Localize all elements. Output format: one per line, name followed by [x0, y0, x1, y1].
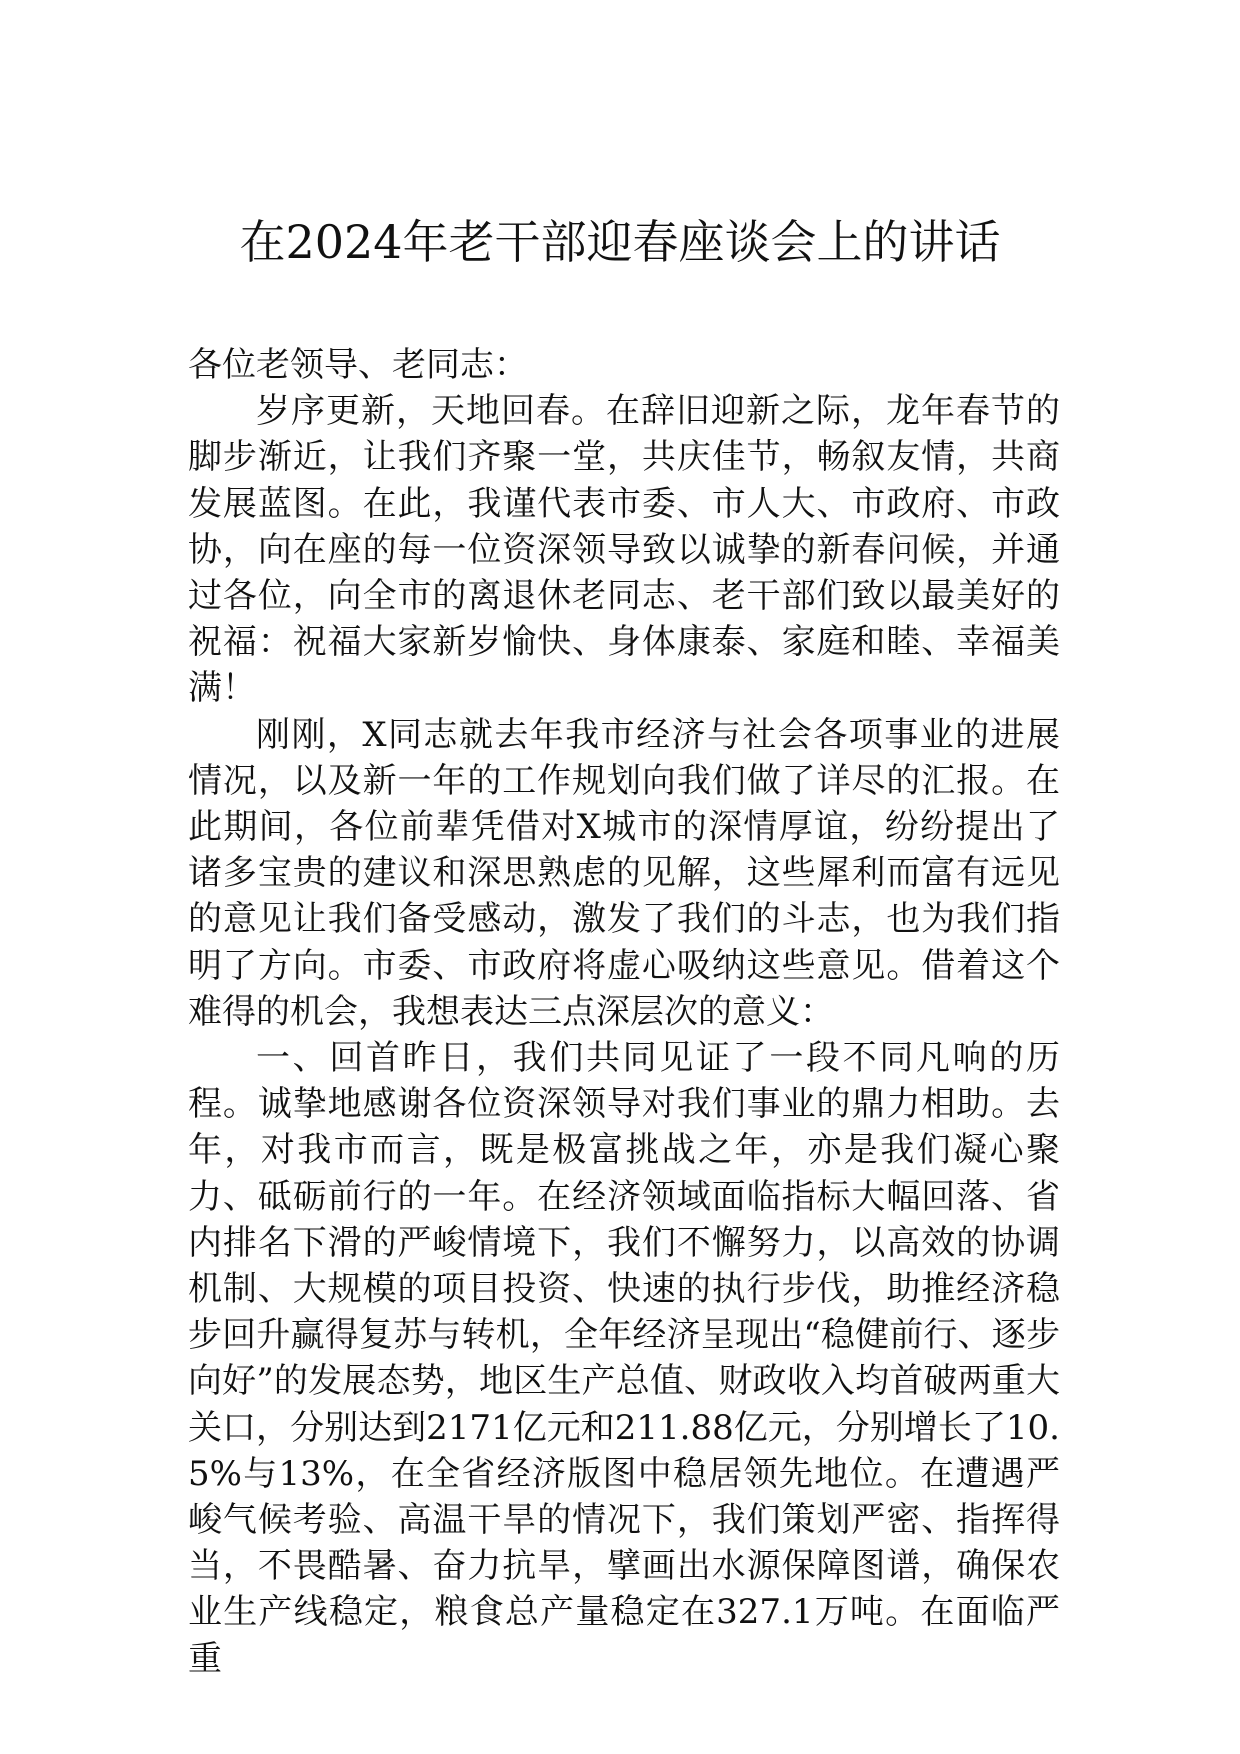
paragraph-1: 岁序更新，天地回春。在辞旧迎新之际，龙年春节的脚步渐近，让我们齐聚一堂，共庆佳节，畅叙友情，共商发展蓝图。在此，我谨代表市委、市人大、市政府、市政协，向在座的每一位资深领导致以诚挚的新春问候，并通过各位，向全市的离退休老同志、老干部们致以最美好的祝福：祝福大家新岁愉快、身体康泰、家庭和睦、幸福美满！ [188, 391, 1060, 709]
paragraph-2: 刚刚，X同志就去年我市经济与社会各项事业的进展情况，以及新一年的工作规划向我们做了详尽的汇报。在此期间，各位前辈凭借对X城市的深情厚谊，纷纷提出了诸多宝贵的建议和深思熟虑的见解，这些犀利而富有远见的意见让我们备受感动，激发了我们的斗志，也为我们指明了方向。市委、市政府将虚心吸纳这些意见。借着这个难得的机会，我想表达三点深层次的意义： [188, 714, 1060, 1032]
salutation: 各位老领导、老同志： [188, 345, 528, 385]
document-body [188, 342, 1060, 1682]
document-title: 在2024年老干部迎春座谈会上的讲话 [239, 215, 1001, 269]
paragraph-3: 一、回首昨日，我们共同见证了一段不同凡响的历程。诚挚地感谢各位资深领导对我们事业的鼎力相助。去年，对我市而言，既是极富挑战之年，亦是我们凝心聚力、砥砺前行的一年。在经济领域面临指标大幅回落、省内排名下滑的严峻情境下，我们不懈努力，以高效的协调机制、大规模的项目投资、快速的执行步伐，助推经济稳步回升赢得复苏与转机，全年经济呈现出“稳健前行、逐步向好”的发展态势，地区生产总值、财政收入均首破两重大关口，分别达到2171亿元和211.88亿元，分别增长了10.5%与13%，在全省经济版图中稳居领先地位。在遭遇严峻气候考验、高温干旱的情况下，我们策划严密、指挥得当，不畏酷暑、奋力抗旱，擘画出水源保障图谱，确保农业生产线稳定，粮食总产量稳定在327.1万吨。在面临严重 [188, 1038, 1060, 1679]
